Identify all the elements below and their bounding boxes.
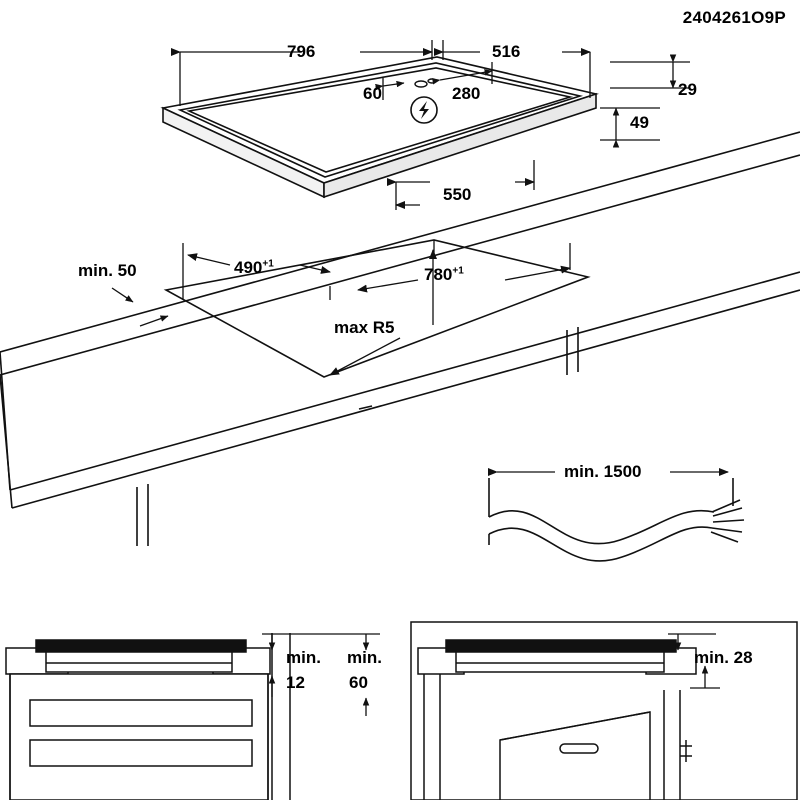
hob-top-view	[163, 57, 596, 197]
dim-796: 796	[287, 42, 316, 61]
dim-min-60-label: min.	[347, 648, 382, 667]
dim-490-tol: +1	[262, 258, 274, 270]
dim-516: 516	[492, 42, 521, 61]
dim-780	[424, 265, 464, 285]
dim-max-r5: max R5	[334, 318, 395, 337]
dim-550: 550	[443, 185, 472, 204]
dim-min-12-label: min.	[286, 648, 321, 667]
drawing-code: 2404261O9P	[682, 8, 786, 27]
worktop-cutout-view	[0, 132, 800, 546]
dim-min-50: min. 50	[78, 261, 137, 280]
dim-min-60-value: 60	[349, 673, 368, 692]
dim-780-value: 780	[424, 265, 453, 284]
dim-29: 29	[678, 80, 697, 99]
dim-780-tol: +1	[452, 265, 464, 277]
cable-view	[489, 478, 744, 561]
dim-min-28: min. 28	[694, 648, 753, 667]
dim-min-12-value: 12	[286, 673, 305, 692]
dim-280: 280	[452, 84, 481, 103]
dim-490	[234, 258, 274, 278]
dim-49: 49	[630, 113, 649, 132]
dim-60: 60	[363, 84, 382, 103]
section-view-left	[6, 633, 290, 800]
dim-min-1500: min. 1500	[564, 462, 642, 481]
dim-490-value: 490	[234, 258, 263, 277]
